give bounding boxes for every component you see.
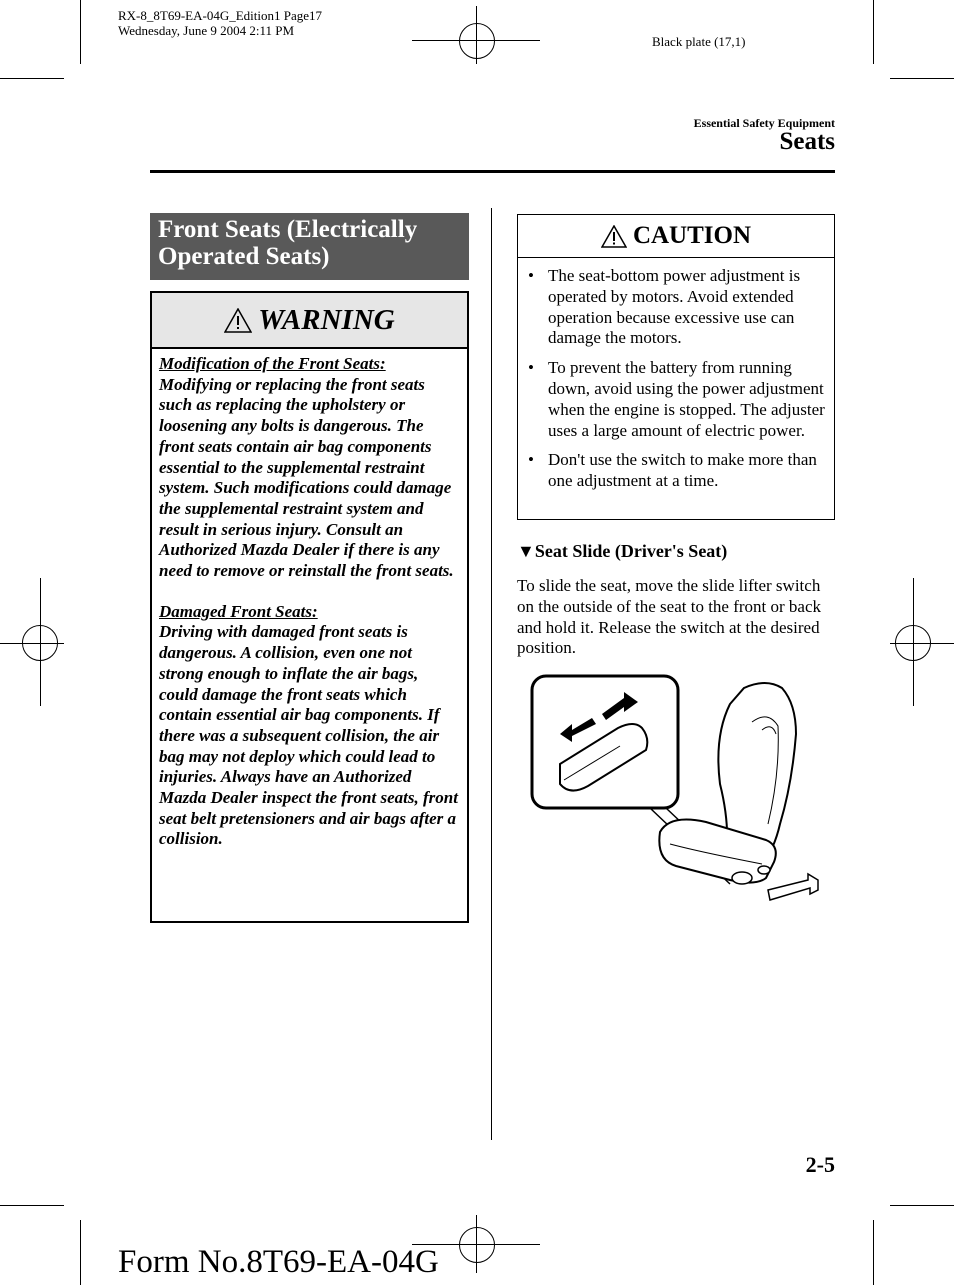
seat-slide-illustration bbox=[530, 674, 822, 910]
caution-box bbox=[517, 214, 835, 520]
subsection-title: Seat Slide (Driver's Seat) bbox=[534, 541, 728, 561]
topic-heading: Front Seats (Electrically Operated Seats) bbox=[150, 213, 469, 280]
warning-title: WARNING bbox=[258, 303, 395, 336]
warning-section bbox=[159, 354, 460, 582]
caution-item: • The seat-bottom power adjustment is operated by motors. Avoid extended operation because excessive use can damage the motors. bbox=[528, 266, 828, 349]
caution-list bbox=[518, 258, 834, 492]
subsection-heading bbox=[517, 541, 727, 562]
triangle-marker-icon: ▼ bbox=[517, 541, 535, 561]
crop-mark bbox=[0, 78, 64, 79]
header-rule bbox=[150, 170, 835, 173]
caution-item: • Don't use the switch to make more than one adjustment at a time. bbox=[528, 450, 828, 492]
crop-mark bbox=[890, 78, 954, 79]
registration-circle bbox=[895, 625, 931, 661]
registration-circle bbox=[22, 625, 58, 661]
page-number: 2-5 bbox=[805, 1152, 835, 1177]
warning-header bbox=[152, 293, 467, 349]
print-meta bbox=[118, 8, 322, 38]
warning-section bbox=[159, 602, 460, 850]
warning-body bbox=[152, 349, 467, 875]
crop-mark bbox=[873, 0, 874, 64]
caution-title: CAUTION bbox=[632, 222, 752, 249]
warning-subtitle: Damaged Front Seats: bbox=[159, 601, 318, 621]
column-divider bbox=[491, 208, 492, 1140]
print-meta-line2: Wednesday, June 9 2004 2:11 PM bbox=[118, 23, 295, 38]
registration-circle bbox=[459, 1227, 495, 1263]
registration-circle bbox=[459, 23, 495, 59]
section-label: Essential Safety Equipment bbox=[693, 116, 835, 130]
instruction-paragraph: To slide the seat, move the slide lifter switch on the outside of the seat to the front or back and hold it. Release the switch at the desired position. bbox=[517, 576, 822, 658]
caution-item: • To prevent the battery from running down, avoid using the power adjustment when the engine is stopped. The adjuster uses a large amount of electric power. bbox=[528, 358, 828, 441]
crop-mark bbox=[80, 1220, 81, 1285]
form-number: Form No.8T69-EA-04G bbox=[118, 1244, 439, 1280]
warning-text: Modifying or replacing the front seats such as replacing the upholstery or loosening any bolts is dangerous. The front seats contain air bag components essential to the supplemental restraint system. Such modifications could damage the supplemental restraint system and result in serious injury. Consult an Authorized Mazda Dealer if there is any need to remove or reinstall the front seats. bbox=[159, 374, 454, 581]
warning-box bbox=[150, 291, 469, 923]
crop-mark bbox=[873, 1220, 874, 1285]
warning-text: Driving with damaged front seats is dangerous. A collision, even one not strong enough to inflate the air bags, could damage the front seats which contain essential air bag components. If there was a subsequent collision, the air bag may not deploy which could lead to injuries. Always have an Authorized Mazda Dealer inspect the front seats, front seat belt pretensioners and air bags after a collision. bbox=[159, 622, 458, 849]
crop-mark bbox=[0, 1205, 64, 1206]
crop-mark bbox=[890, 1205, 954, 1206]
caution-header bbox=[518, 215, 834, 258]
caution-triangle-icon bbox=[601, 225, 627, 248]
print-meta-line1: RX-8_8T69-EA-04G_Edition1 Page17 bbox=[118, 8, 323, 23]
warning-triangle-icon bbox=[224, 308, 252, 333]
plate-label: Black plate (17,1) bbox=[652, 34, 746, 49]
crop-mark bbox=[80, 0, 81, 64]
section-title: Seats bbox=[779, 128, 835, 155]
warning-subtitle: Modification of the Front Seats: bbox=[159, 354, 386, 373]
